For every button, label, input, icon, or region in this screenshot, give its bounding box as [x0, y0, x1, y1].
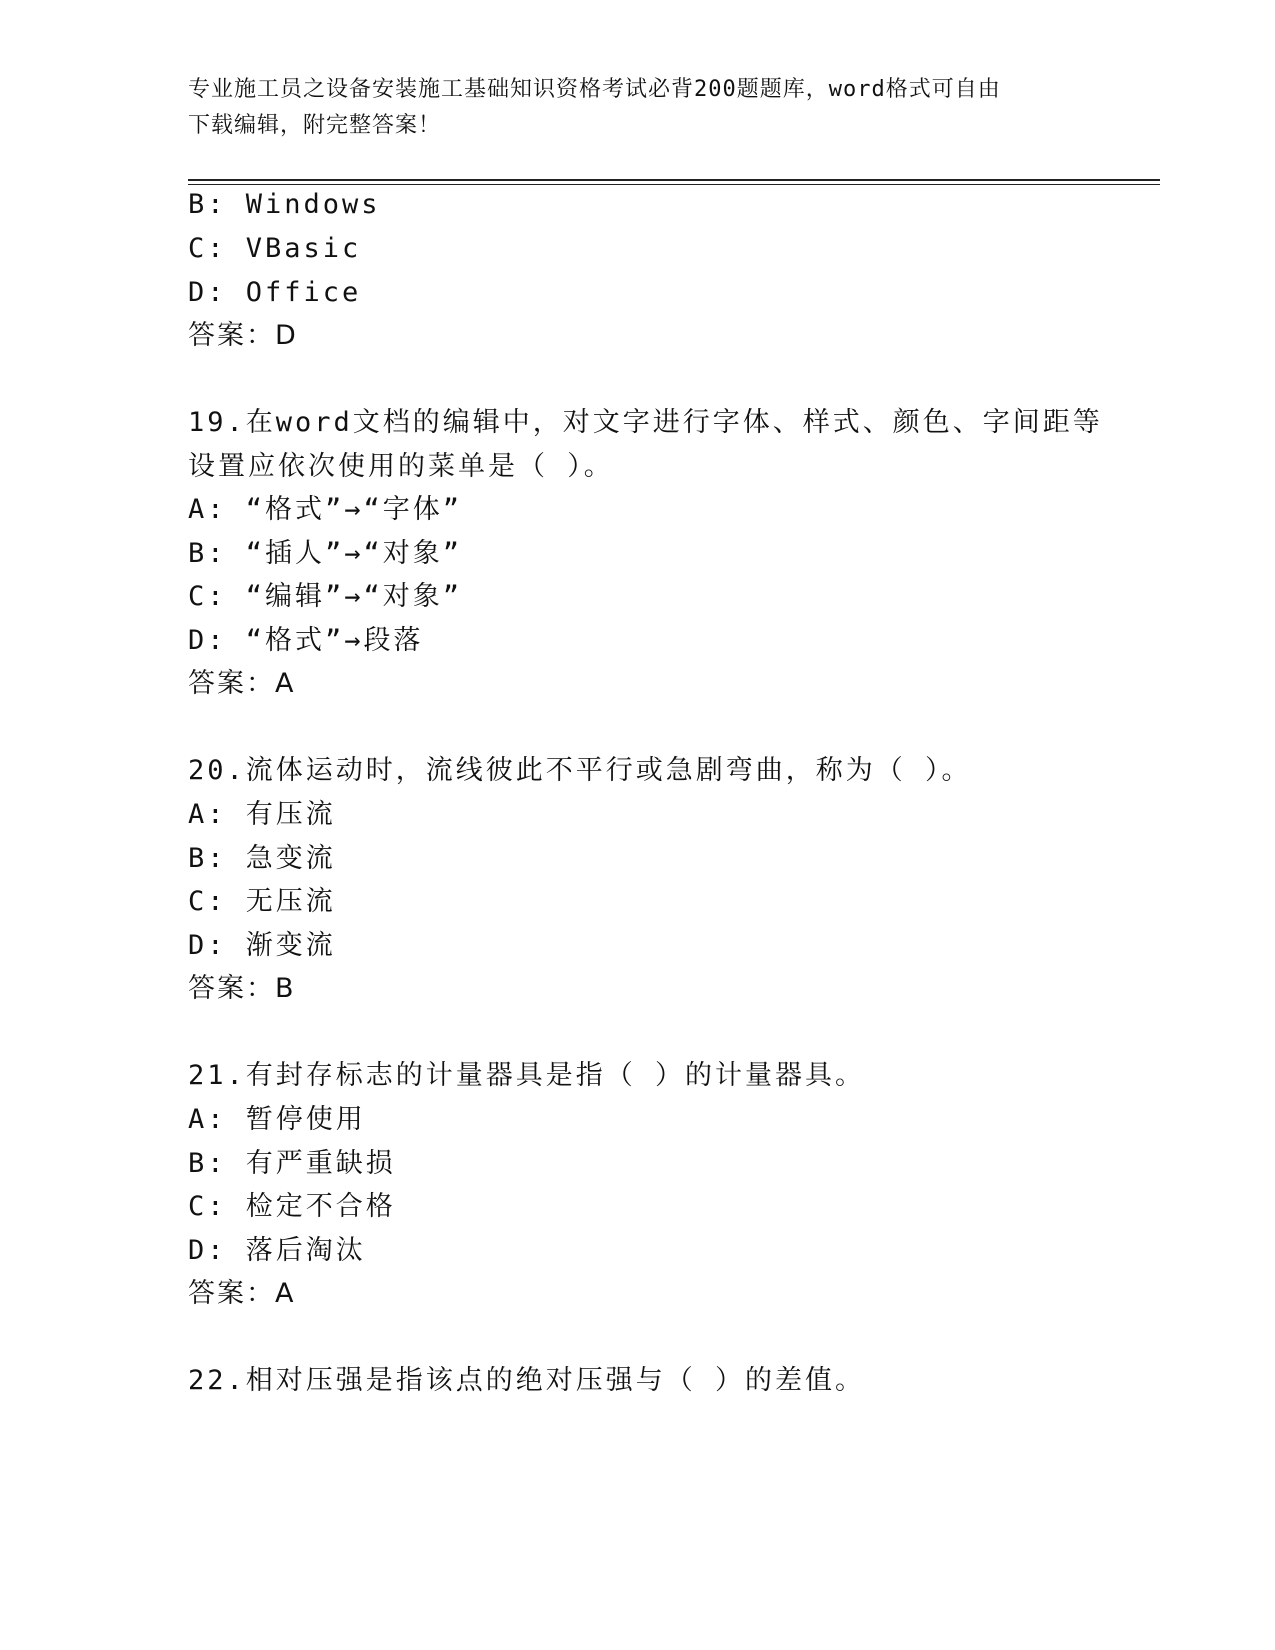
- q21-option-b: B: 有严重缺损: [188, 1148, 396, 1179]
- q20-stem: 20.流体运动时，流线彼此不平行或急剧弯曲，称为（ ）。: [188, 755, 972, 786]
- q19-stem-line-1: 19.在word文档的编辑中，对文字进行字体、样式、颜色、字间距等: [188, 407, 1103, 438]
- q20-option-a: A: 有压流: [188, 799, 336, 830]
- q19-option-a: A: “格式”→“字体”: [188, 494, 463, 525]
- q19-option-b: B: “插人”→“对象”: [188, 538, 463, 569]
- document-header: [188, 72, 1068, 144]
- header-divider-thick: [188, 179, 1160, 181]
- q18-option-d: D: Office: [188, 277, 362, 308]
- q20-option-d: D: 渐变流: [188, 930, 336, 961]
- q19-option-c: C: “编辑”→“对象”: [188, 581, 463, 612]
- q21-option-c: C: 检定不合格: [188, 1191, 396, 1222]
- header-title-line-1: 专业施工员之设备安装施工基础知识资格考试必背200题题库，word格式可自由: [188, 77, 1001, 102]
- header-title-line-2: 下载编辑，附完整答案！: [188, 113, 442, 138]
- header-divider-thin: [188, 184, 1160, 185]
- q21-option-d: D: 落后淘汰: [188, 1235, 366, 1266]
- q21-answer: 答案：A: [188, 1278, 296, 1309]
- q21-option-a: A: 暂停使用: [188, 1104, 366, 1135]
- q22-stem: 22.相对压强是指该点的绝对压强与（ ）的差值。: [188, 1365, 866, 1396]
- q19-answer: 答案：A: [188, 668, 296, 699]
- q20-option-b: B: 急变流: [188, 843, 336, 874]
- q20-option-c: C: 无压流: [188, 886, 336, 917]
- q18-option-b: B: Windows: [188, 189, 381, 220]
- q19-option-d: D: “格式”→段落: [188, 625, 424, 656]
- q19-stem-line-2: 设置应依次使用的菜单是（ ）。: [188, 451, 614, 482]
- q18-answer: 答案：D: [188, 320, 298, 351]
- q21-stem: 21.有封存标志的计量器具是指（ ）的计量器具。: [188, 1060, 866, 1091]
- q20-answer: 答案：B: [188, 973, 296, 1004]
- q18-option-c: C: VBasic: [188, 233, 362, 264]
